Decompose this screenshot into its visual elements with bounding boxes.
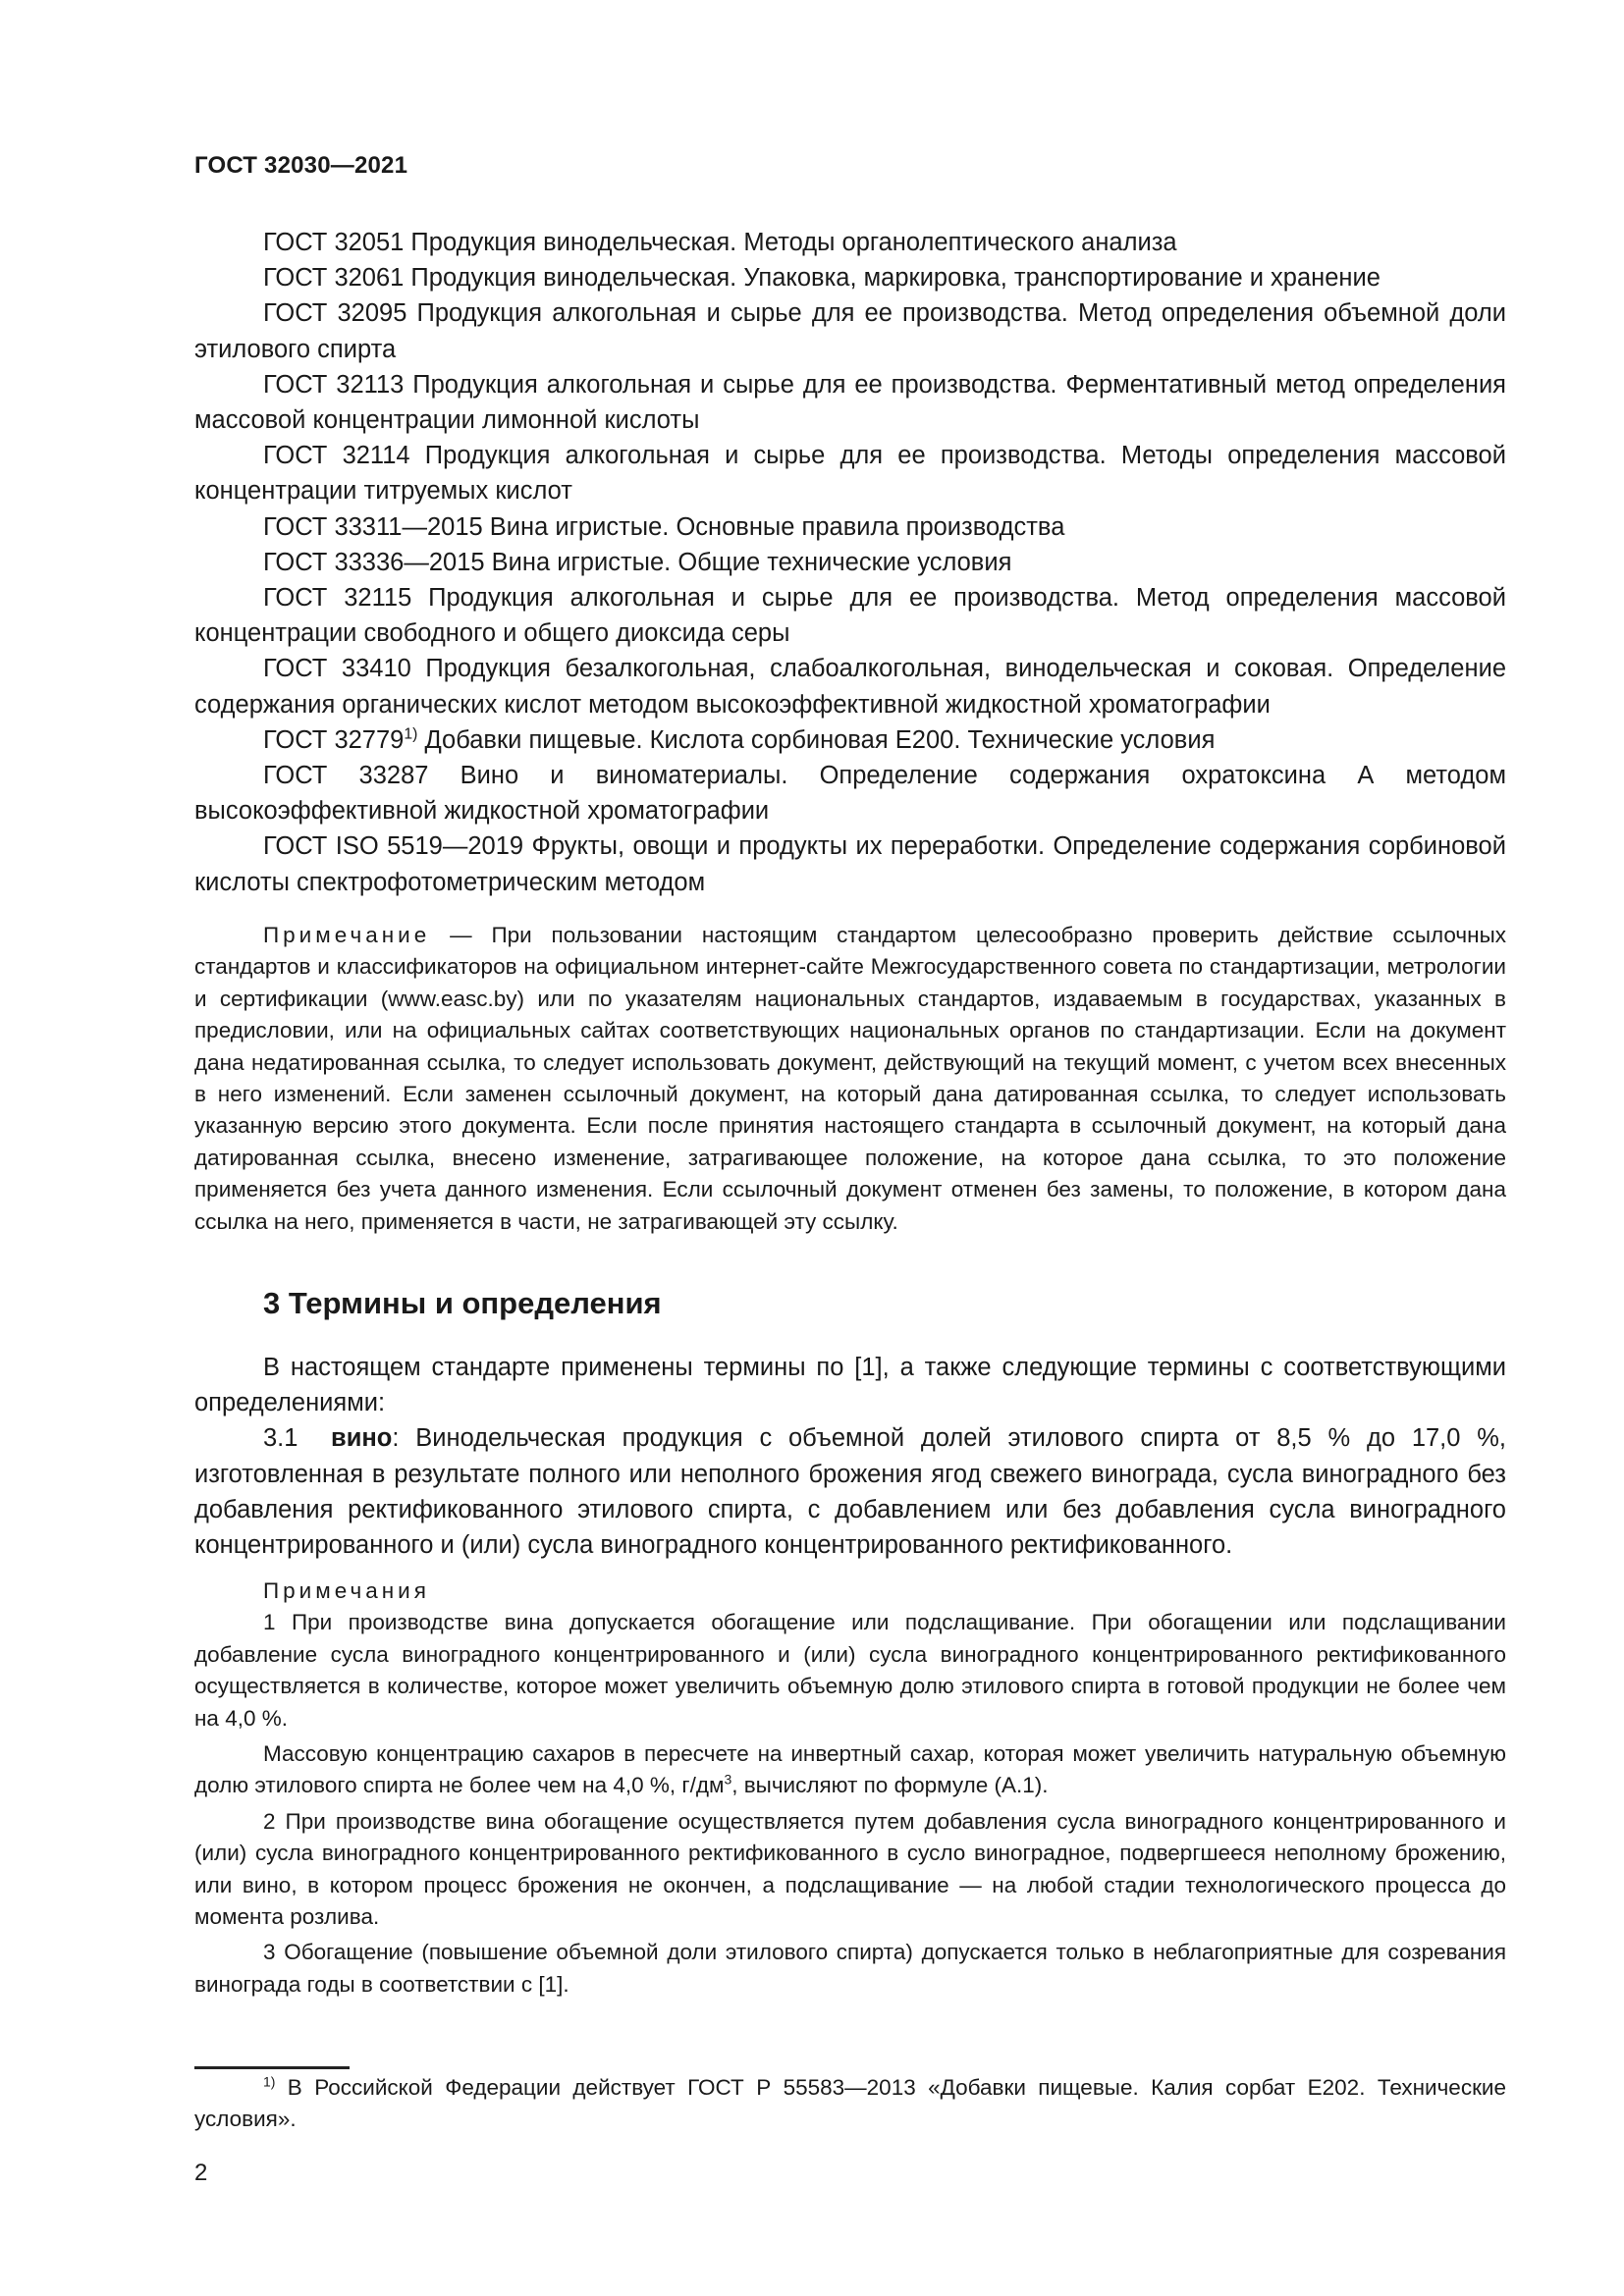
- term-notes: [194, 1575, 1506, 2001]
- reference-item: ГОСТ 33410 Продукция безалкогольная, слабоалкогольная, винодельческая и соковая. Определение содержания органических кислот методом высокоэффективной жидкостной хроматографии: [194, 655, 1506, 719]
- footnote-text: В Российской Федерации действует ГОСТ Р 55583—2013 «Добавки пищевые. Калия сорбат Е202. Технические условия».: [194, 2075, 1506, 2132]
- doc-code-header: ГОСТ 32030—2021: [194, 152, 408, 179]
- note-text: , вычисляют по формуле (А.1).: [731, 1773, 1049, 1798]
- normative-references-list: [194, 225, 1506, 900]
- note-item: [194, 1738, 1506, 1802]
- note-item: 1 При производстве вина допускается обогащение или подслащивание. При обогащении или подслащивании добавление сусла виноградного концентрированного и (или) сусла виноградного концентрированного ректификованного осуществляется в количестве, которое может увеличить объемную долю этилового спирта в готовой продукции не более чем на 4,0 %.: [194, 1610, 1506, 1731]
- superscript: 3: [724, 1771, 732, 1788]
- reference-item: ГОСТ 32051 Продукция винодельческая. Методы органолептического анализа: [263, 229, 1177, 256]
- term-entry: [194, 1420, 1506, 1563]
- term-definition: : Винодельческая продукция с объемной долей этилового спирта от 8,5 % до 17,0 %, изготовленная в результате полного или неполного брожения ягод свежего винограда, сусла виноградного без добавления ректификованного этилового спирта, с добавлением или без добавления сусла виноградного концентрированного и (или) сусла виноградного концентрированного ректификованного.: [194, 1424, 1506, 1560]
- term-word: вино: [331, 1424, 393, 1453]
- terms-section-body: [194, 1350, 1506, 1563]
- note-text: — При пользовании настоящим стандартом целесообразно проверить действие ссылочных стандартов и классификаторов на официальном интернет-сайте Межгосударственного совета по стандартизации, метрологии и сертификации (www.easc.by) или по указателям национальных стандартов, издаваемым в государствах, указанных в предисловии, или на официальных сайтах соответствующих национальных органов по стандартизации. Если на документ дана недатированная ссылка, то следует использовать документ, действующий на текущий момент, с учетом всех внесенных в него изменений. Если заменен ссылочный документ, на который дана датированная ссылка, то следует использовать указанную версию этого документа. Если после принятия настоящего стандарта в ссылочный документ, на который дана датированная ссылка, внесено изменение, затрагивающее положение, на которое дана ссылка, то это положение применяется без учета данного изменения. Если ссылочный документ отменен без замены, то положение, в котором дана ссылка на него, применяется в части, не затрагивающей эту ссылку.: [194, 923, 1506, 1234]
- footnote-mark: 1): [263, 2073, 276, 2090]
- reference-text: Добавки пищевые. Кислота сорбиновая Е200. Технические условия: [417, 725, 1216, 754]
- reference-item: ГОСТ 32113 Продукция алкогольная и сырье для ее производства. Ферментативный метод определения массовой концентрации лимонной кислоты: [194, 370, 1506, 435]
- reference-item: ГОСТ ISO 5519—2019 Фрукты, овощи и продукты их переработки. Определение содержания сорбиновой кислоты спектрофотометрическим методом: [194, 832, 1506, 896]
- footnote-divider: [194, 2066, 350, 2069]
- reference-item: ГОСТ 32114 Продукция алкогольная и сырье для ее производства. Методы определения массовой концентрации титруемых кислот: [194, 442, 1506, 506]
- page-number: 2: [194, 2160, 208, 2186]
- reference-item-footnoted: [194, 722, 1506, 758]
- reference-item: ГОСТ 32061 Продукция винодельческая. Упаковка, маркировка, транспортирование и хранение: [263, 264, 1380, 293]
- note-text: Массовую концентрацию сахаров в пересчете на инвертный сахар, которая может увеличить натуральную объемную долю этилового спирта не более чем на 4,0 %, г/дм: [194, 1741, 1506, 1798]
- reference-item: ГОСТ 33311—2015 Вина игристые. Основные правила производства: [263, 512, 1065, 541]
- reference-item: ГОСТ 33287 Вино и виноматериалы. Определение содержания охратоксина А методом высокоэффективной жидкостной хроматографии: [194, 762, 1506, 826]
- reference-item: ГОСТ 32095 Продукция алкогольная и сырье для ее производства. Метод определения объемной доли этилового спирта: [194, 299, 1506, 363]
- reference-item: ГОСТ 33336—2015 Вина игристые. Общие технические условия: [263, 548, 1012, 576]
- footnote: [194, 2072, 1506, 2136]
- notes-label: Примечания: [263, 1578, 430, 1603]
- reference-code: ГОСТ 32779: [263, 725, 405, 754]
- note-item: 2 При производстве вина обогащение осуществляется путем добавления сусла виноградного концентрированного и (или) сусла виноградного концентрированного ректификованного в сусло виноградное, подвергшееся неполному брожению, или вино, в котором процесс брожения не окончен, а подслащивание — на любой стадии технологического процесса до момента розлива.: [194, 1808, 1506, 1930]
- note-item: 3 Обогащение (повышение объемной доли этилового спирта) допускается только в неблагоприятные для созревания винограда годы в соответствии с [1].: [194, 1940, 1506, 1997]
- reference-item: ГОСТ 32115 Продукция алкогольная и сырье для ее производства. Метод определения массовой концентрации свободного и общего диоксида серы: [194, 584, 1506, 648]
- section-heading: 3 Термины и определения: [263, 1286, 662, 1320]
- footnote-mark: 1): [404, 725, 418, 743]
- terms-intro: В настоящем стандарте применены термины по [1], а также следующие термины с соответствующими определениями:: [194, 1354, 1506, 1417]
- references-note: [194, 920, 1506, 1238]
- term-number: 3.1: [263, 1424, 298, 1453]
- note-label: Примечание: [263, 923, 431, 947]
